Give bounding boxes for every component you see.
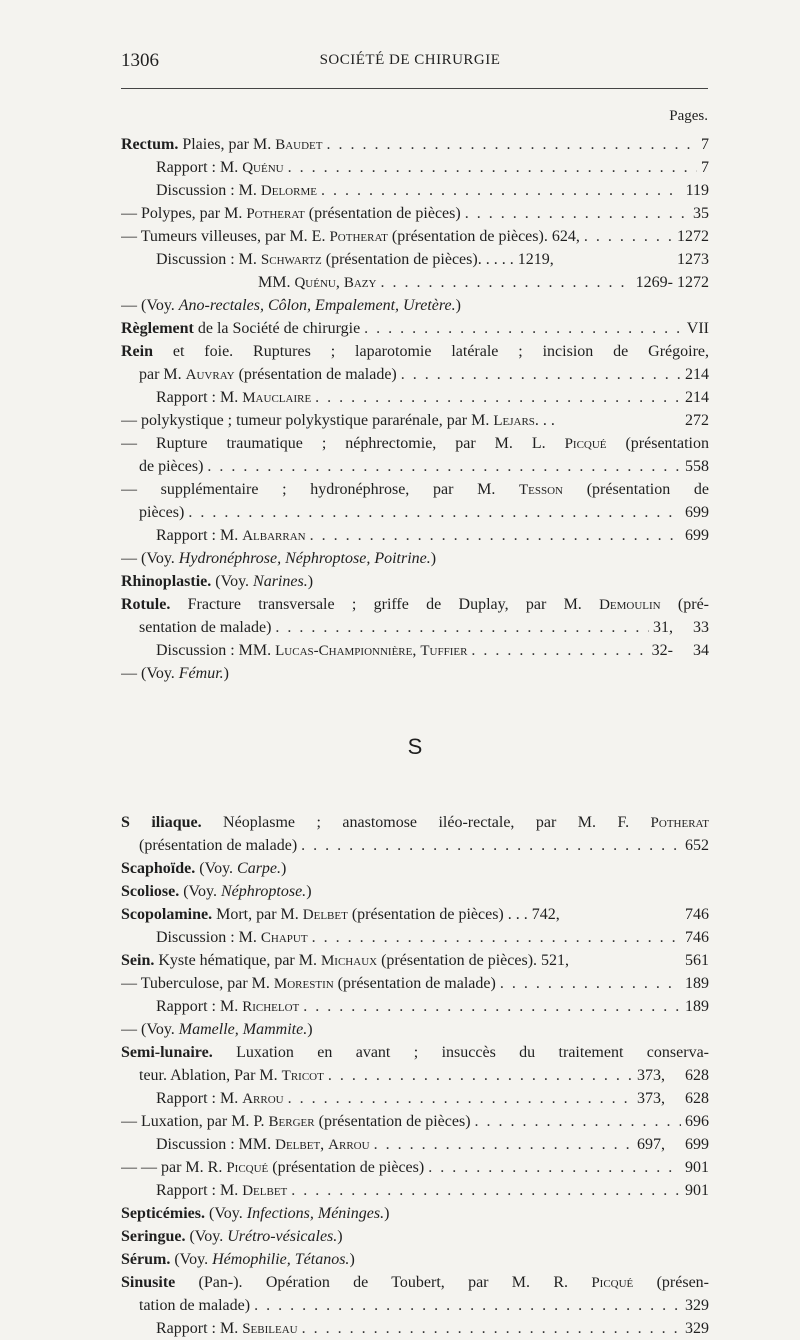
entry-text: tation de malade)	[139, 1297, 251, 1314]
entry-text: Rapport : M. Sebileau	[156, 1320, 298, 1337]
entry-text: par M. Auvray (présentation de malade)	[139, 366, 397, 383]
index-line	[121, 880, 709, 903]
entry-text: — supplémentaire ; hydronéphrose, par M. Tesson (présentation de	[121, 481, 709, 498]
entry-text: teur. Ablation, Par M. Tricot	[139, 1067, 324, 1084]
entry-text: — Polypes, par M. Potherat (présentation de pièces)	[121, 205, 461, 222]
header-rule	[121, 88, 708, 89]
leader-dots	[374, 1133, 633, 1156]
leader-dots	[275, 616, 649, 639]
entry-pages: 561	[685, 952, 709, 969]
leader-dots	[188, 501, 681, 524]
entry-pages: 373, 628	[637, 1067, 709, 1084]
entry-text: Sérum. (Voy. Hémophilie, Tétanos.)	[121, 1251, 355, 1268]
entry-pages: 32- 34	[651, 642, 709, 659]
index-line	[121, 1294, 709, 1317]
entry-pages: 329	[685, 1320, 709, 1337]
entry-text: — Tuberculose, par M. Morestin (présentation de malade)	[121, 975, 496, 992]
leader-dots	[312, 926, 681, 949]
entry-pages: 214	[685, 389, 709, 406]
index-line	[121, 478, 709, 501]
entry-pages: VII	[686, 320, 709, 337]
index-line	[121, 501, 709, 524]
entry-text: Règlement de la Société de chirurgie	[121, 320, 361, 337]
entry-pages: 1269- 1272	[635, 274, 709, 291]
index-line	[121, 179, 709, 202]
page-number: 1306	[121, 50, 159, 71]
entry-text: sentation de malade)	[139, 619, 272, 636]
leader-dots	[364, 317, 683, 340]
leader-dots	[328, 1064, 633, 1087]
section-spacer	[121, 685, 709, 725]
entry-pages: 746	[685, 929, 709, 946]
entry-text: — — par M. R. Picqué (présentation de pièces)	[121, 1159, 425, 1176]
index-line	[121, 432, 709, 455]
index-line	[121, 1317, 709, 1340]
entry-text: Discussion : MM. Delbet, Arrou	[156, 1136, 370, 1153]
entry-pages: 699	[685, 527, 709, 544]
index-line	[121, 317, 709, 340]
index-block-r	[121, 133, 709, 685]
index-line	[121, 926, 709, 949]
index-line	[121, 271, 709, 294]
entry-text: S iliaque. Néoplasme ; anastomose iléo-rectale, par M. F. Potherat	[121, 814, 709, 831]
index-line	[121, 386, 709, 409]
leader-dots	[471, 639, 647, 662]
entry-text: Rein et foie. Ruptures ; laparotomie latérale ; incision de Grégoire,	[121, 343, 709, 360]
leader-dots	[380, 271, 631, 294]
index-line	[121, 547, 709, 570]
leader-dots	[315, 386, 681, 409]
index-line	[121, 524, 709, 547]
entry-text: pièces)	[139, 504, 185, 521]
index-line	[121, 1087, 709, 1110]
entry-text: Rapport : M. Quénu	[156, 159, 284, 176]
entry-pages: 746	[685, 906, 709, 923]
index-line	[121, 857, 709, 880]
index-block-s	[121, 811, 709, 1340]
leader-dots	[288, 1087, 633, 1110]
leader-dots	[326, 133, 697, 156]
entry-text: Discussion : MM. Lucas-Championnière, Tuffier	[156, 642, 468, 659]
entry-pages: 7	[701, 136, 709, 153]
leader-dots	[321, 179, 682, 202]
entry-text: — Tumeurs villeuses, par M. E. Potherat (présentation de pièces). 624,	[121, 228, 580, 245]
index-line	[121, 225, 709, 248]
entry-text: de pièces)	[139, 458, 204, 475]
index-line	[121, 570, 709, 593]
entry-pages: 119	[685, 182, 709, 199]
index-line	[121, 156, 709, 179]
entry-text: Rapport : M. Arrou	[156, 1090, 284, 1107]
section-letter: S	[407, 734, 423, 759]
entry-text: Scoliose. (Voy. Néphroptose.)	[121, 883, 312, 900]
leader-dots	[301, 834, 681, 857]
entry-text: Sinusite (Pan-). Opération de Toubert, par M. R. Picqué (présen-	[121, 1274, 709, 1291]
index-line	[121, 662, 709, 685]
leader-dots	[302, 1317, 681, 1340]
entry-text: Rhinoplastie. (Voy. Narines.)	[121, 573, 314, 590]
entry-text: Scaphoïde. (Voy. Carpe.)	[121, 860, 287, 877]
leader-dots	[401, 363, 681, 386]
entry-text: — (Voy. Hydronéphrose, Néphroptose, Poitrine.)	[121, 550, 437, 567]
leader-dots	[310, 524, 681, 547]
leader-dots	[428, 1156, 681, 1179]
entry-text: Scopolamine. Mort, par M. Delbet (présentation de pièces) . . . 742,	[121, 906, 560, 923]
entry-pages: 901	[685, 1182, 709, 1199]
entry-pages: 1273	[677, 251, 709, 268]
index-line	[121, 995, 709, 1018]
entry-text: Rapport : M. Richelot	[156, 998, 300, 1015]
leader-dots	[254, 1294, 681, 1317]
index-line	[121, 972, 709, 995]
entry-pages: 329	[685, 1297, 709, 1314]
index-line	[121, 811, 709, 834]
entry-text: — (Voy. Mamelle, Mammite.)	[121, 1021, 313, 1038]
leader-dots	[303, 995, 681, 1018]
entry-text: — Luxation, par M. P. Berger (présentation de pièces)	[121, 1113, 471, 1130]
entry-text: Discussion : M. Schwartz (présentation de pièces). . . . . 1219,	[156, 251, 554, 268]
entry-pages: 214	[685, 366, 709, 383]
index-line	[121, 593, 709, 616]
entry-text: Discussion : M. Chaput	[156, 929, 308, 946]
index-line	[121, 1041, 709, 1064]
index-line	[121, 133, 709, 156]
index-line	[121, 949, 709, 972]
entry-pages: 652	[685, 837, 709, 854]
index-line	[121, 1225, 709, 1248]
index-line	[121, 248, 709, 271]
entry-pages: 1272	[677, 228, 709, 245]
entry-text: Semi-lunaire. Luxation en avant ; insuccès du traitement conserva-	[121, 1044, 709, 1061]
entry-pages: 7	[701, 159, 709, 176]
index-line	[121, 834, 709, 857]
entry-text: Rectum. Plaies, par M. Baudet	[121, 136, 323, 153]
entry-text: Rapport : M. Delbet	[156, 1182, 288, 1199]
index-line	[121, 363, 709, 386]
leader-dots	[584, 225, 673, 248]
entry-text: Rapport : M. Mauclaire	[156, 389, 312, 406]
index-line	[121, 1179, 709, 1202]
index-line	[121, 202, 709, 225]
entry-pages: 35	[693, 205, 709, 222]
leader-dots	[291, 1179, 681, 1202]
index-line	[121, 616, 709, 639]
leader-dots	[475, 1110, 681, 1133]
entry-pages: 696	[685, 1113, 709, 1130]
entry-text: — (Voy. Ano-rectales, Côlon, Empalement, Uretère.)	[121, 297, 461, 314]
index-line	[121, 1064, 709, 1087]
index-line	[121, 409, 709, 432]
index-line	[121, 1156, 709, 1179]
entry-text: Septicémies. (Voy. Infections, Méninges.)	[121, 1205, 390, 1222]
entry-text: (présentation de malade)	[139, 837, 298, 854]
index-line	[121, 294, 709, 317]
entry-text: Seringue. (Voy. Urétro-vésicales.)	[121, 1228, 343, 1245]
entry-pages: 272	[685, 412, 709, 429]
index-line	[121, 455, 709, 478]
index-line	[121, 1110, 709, 1133]
entry-pages: 31, 33	[653, 619, 709, 636]
entry-pages: 901	[685, 1159, 709, 1176]
entry-text: MM. Quénu, Bazy	[258, 274, 377, 291]
entry-pages: 697, 699	[637, 1136, 709, 1153]
index-line	[121, 1133, 709, 1156]
entry-pages: 558	[685, 458, 709, 475]
entry-text: Rotule. Fracture transversale ; griffe de Duplay, par M. Demoulin (pré-	[121, 596, 709, 613]
running-title: SOCIÉTÉ DE CHIRURGIE	[319, 52, 501, 68]
index-entries	[121, 133, 709, 1340]
entry-text: — Rupture traumatique ; néphrectomie, par M. L. Picqué (présentation	[121, 435, 709, 452]
index-line	[121, 903, 709, 926]
leader-dots	[288, 156, 697, 179]
index-line	[121, 1248, 709, 1271]
entry-pages: 699	[685, 504, 709, 521]
leader-dots	[465, 202, 689, 225]
index-line	[121, 639, 709, 662]
index-line	[121, 340, 709, 363]
entry-text: Sein. Kyste hématique, par M. Michaux (présentation de pièces). 521,	[121, 952, 570, 969]
entry-pages: 189	[685, 998, 709, 1015]
entry-text: Rapport : M. Albarran	[156, 527, 306, 544]
index-line	[121, 1202, 709, 1225]
leader-dots	[207, 455, 681, 478]
entry-text: Discussion : M. Delorme	[156, 182, 317, 199]
index-line	[121, 1271, 709, 1294]
entry-text: — (Voy. Fémur.)	[121, 665, 229, 682]
index-line	[121, 1018, 709, 1041]
leader-dots	[500, 972, 681, 995]
entry-pages: 189	[685, 975, 709, 992]
pages-column-label: Pages.	[669, 108, 708, 124]
entry-text: — polykystique ; tumeur polykystique pararénale, par M. Lejars. . .	[121, 412, 555, 429]
entry-pages: 373, 628	[637, 1090, 709, 1107]
